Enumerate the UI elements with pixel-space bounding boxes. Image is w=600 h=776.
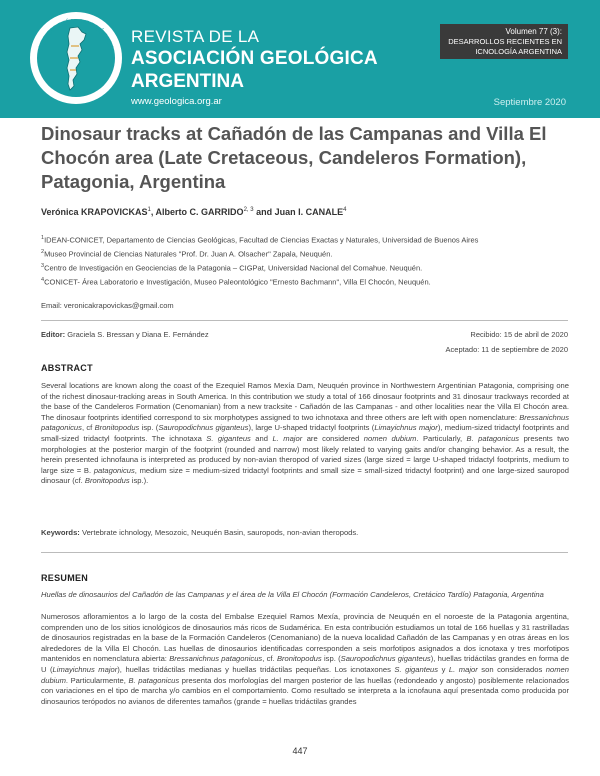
keywords-label: Keywords: (41, 528, 80, 537)
author-affil-ref: 4 (343, 207, 347, 213)
abstract-text: Several locations are known along the coast of the Ezequiel Ramos Mexía Dam, Neuquén province in Northwestern Argentinian Patagonia, comprising one of the richest dinosaur-tracking areas in South America. In this contribution we study a total of 166 dinosaur footprints and 31 dinosaur trackways recorded at the base of the Candeleros Formation (Cenomanian) from a new tracksite - Cañadón de las Campanas - and other localities near the Villa El Chocón area. The dinosaur footprints identified correspond to six morphotypes assigned to two ichnotaxa and three others are left with open nomenclature: Bressanichnus patagonicus, cf Bronitopodus isp. (Sauropodichnus giganteus), large U-shaped tridactyl footprints (Limayichnus major), medium-sized tridactyl footprints and small-sized tridactyl footprints. The ichnotaxa S. giganteus and L. major are considered nomen dubium. Particularly, B. patagonicus presents two morphologies at the posterior margin of the footprint (rounded and narrow) most likely related to varying gaits and/or changing behavior. As a result, the herein presented ichnofauna is interpreted as produced by non-avian theropod of varied sizes (large sized = large U-shaped tridactyl footprints, medium to large size = B. patagonicus, medium size = medium-sized tridactyl footprints and small size = small-sized tridactyl footprint) and one large-sized sauropod dinosaur (cf. Bronitopodus isp.). (41, 381, 569, 486)
affiliation-number: 1 (41, 235, 45, 241)
author-name: Juan I. CANALE (274, 207, 344, 217)
svg-text:ARGENTINA: ARGENTINA (57, 86, 95, 99)
abstract-heading: ABSTRACT (41, 363, 93, 373)
title-line2: Chocón area (Late Cretaceous, Candeleros Formation), (41, 147, 527, 168)
author-separator: and (253, 207, 275, 217)
divider (41, 552, 568, 553)
title-line1: Dinosaur tracks at Cañadón de las Campanas and Villa El (41, 123, 547, 144)
received-date: Recibido: 15 de abril de 2020 (470, 330, 568, 339)
volume-box (440, 24, 568, 59)
author-name: Verónica KRAPOVICKAS (41, 207, 148, 217)
divider (41, 320, 568, 321)
journal-name-line3: ARGENTINA (131, 71, 244, 92)
keywords-text: Vertebrate ichnology, Mesozoic, Neuquén Basin, sauropods, non-avian theropods. (79, 528, 359, 537)
issue-date: Septiembre 2020 (493, 97, 566, 108)
accepted-date: Aceptado: 11 de septiembre de 2020 (445, 345, 568, 354)
affiliation (41, 249, 332, 259)
journal-logo (30, 12, 122, 104)
title-line3: Patagonia, Argentina (41, 171, 226, 192)
section-label-line1: DESARROLLOS RECIENTES EN (448, 37, 562, 46)
editor-names: Graciela S. Bressan y Diana E. Fernández (65, 330, 209, 339)
affiliation-text: IDEAN-CONICET, Departamento de Ciencias Geológicas, Facultad de Ciencias Exactas y Naturales, Universidad de Buenos Aires (44, 235, 479, 245)
journal-name-line2: ASOCIACIÓN GEOLÓGICA (131, 48, 378, 69)
keywords-line (41, 528, 569, 539)
affiliation-number: 3 (41, 263, 45, 269)
editor-label: Editor: (41, 330, 66, 339)
resumen-subtitle: Huellas de dinosaurios del Cañadón de las Campanas y el área de la Villa El Chocón (Formación Candeleros, Cretácico Tardío) Patagonia, Argentina (41, 590, 544, 599)
affiliation (41, 277, 431, 287)
affiliation-number: 2 (41, 249, 45, 255)
author-affil-ref: 2, 3 (243, 207, 254, 213)
affiliation (41, 235, 478, 245)
volume-label: Volumen 77 (3): (505, 27, 562, 36)
author-list (41, 207, 346, 217)
affiliation-text: Centro de Investigación en Geociencias de la Patagonia – CIGPat, Universidad Nacional del Comahue. Neuquén. (44, 263, 423, 273)
author-affil-ref: 1 (147, 207, 151, 213)
svg-text:ASOCIACIÓN GEOLÓGICA: ASOCIACIÓN GEOLÓGICA (35, 16, 117, 52)
author-name: Alberto C. GARRIDO (155, 207, 244, 217)
affiliation-number: 4 (41, 277, 45, 283)
section-label-line2: ICNOLOGÍA ARGENTINA (475, 47, 562, 56)
article-title (41, 122, 571, 194)
page-number: 447 (292, 746, 308, 756)
affiliation-text: Museo Provincial de Ciencias Naturales "Prof. Dr. Juan A. Olsacher" Zapala, Neuquén. (44, 249, 333, 259)
affiliation-text: CONICET- Área Laboratorio e Investigación, Museo Paleontológico "Ernesto Bachmann", Villa El Chocón, Neuquén. (44, 277, 431, 287)
editor-line (41, 330, 209, 339)
journal-url-link[interactable]: www.geologica.org.ar (131, 96, 222, 107)
corresponding-email[interactable]: Email: veronicakrapovickas@gmail.com (41, 301, 174, 310)
journal-name-line1: REVISTA DE LA (131, 27, 260, 46)
author-separator: , (150, 207, 156, 217)
journal-header (0, 0, 600, 118)
resumen-heading: RESUMEN (41, 573, 89, 583)
argentina-map-icon (56, 26, 96, 92)
resumen-text: Numerosos afloramientos a lo largo de la costa del Embalse Ezequiel Ramos Mexía, provincia de Neuquén en el noroeste de la Patagonia argentina, comprenden uno de los sitios icnológicos de dinosaurios más ricos de Sudamérica. En esta contribución estudiamos un total de 166 huellas y 31 rastrilladas de dinosaurios registradas en la base de la Formación Candeleros (Cenomaniano) de la nueva localidad Cañadón de las Campanas y en otras áreas en los alrededores de la Villa El Chocón. Las huellas de dinosaurios identificadas corresponden a seis morfotipos asignados a dos icnotaxa y tres morfotipos mantenidos en nomenclatura abierta: Bressanichnus patagonicus, cf. Bronitopodus isp. (Sauropodichnus giganteus), huellas tridáctilas grandes en forma de U (Limayichnus major), huellas tridáctilas medianas y huellas tridáctilas pequeñas. Los icnotaxones S. giganteus y L. major son considerados nomen dubium. Particularmente, B. patagonicus presenta dos morfologías del margen posterior de las huellas (redondeado y angosto) posiblemente relacionados con variaciones en el tipo de marcha y/o cambios en el comportamiento. Como resultado se interpreta a la icnofauna aquí presentada como producida por dinosaurios terópodos no avianos de diferentes tamaños (grande = huellas tridáctilas grandes (41, 612, 569, 706)
affiliation (41, 263, 422, 273)
